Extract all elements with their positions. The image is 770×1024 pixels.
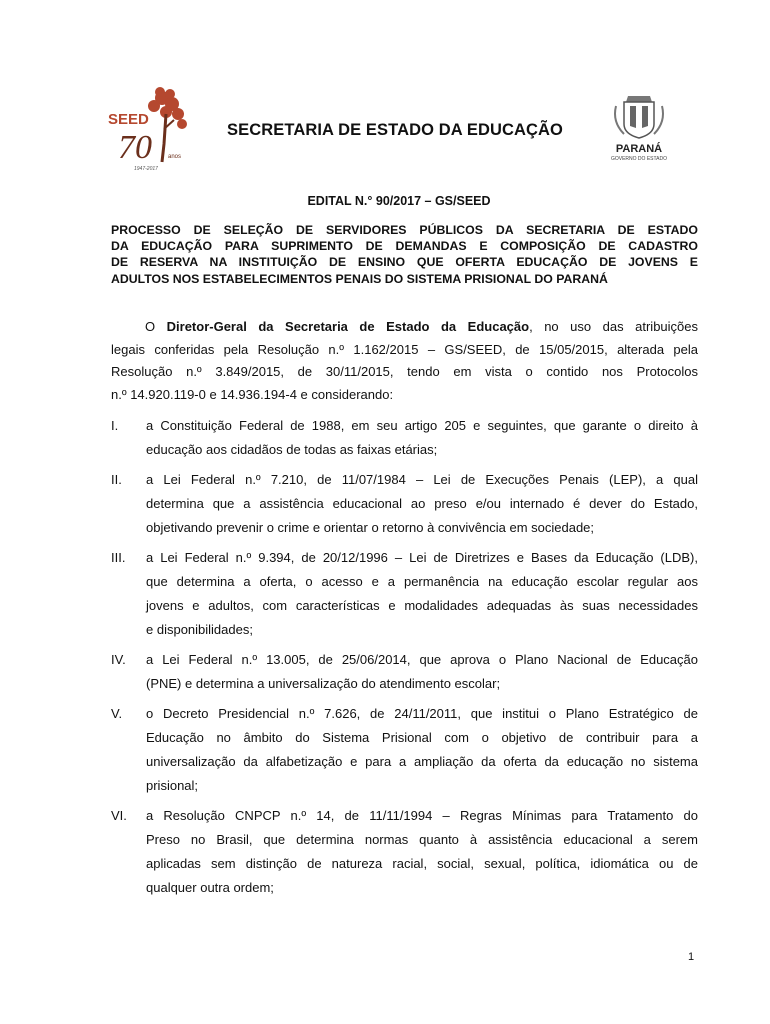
list-item	[111, 414, 698, 462]
intro-line: n.º 14.920.119-0 e 14.936.194-4 e considerando:	[111, 386, 394, 402]
list-item-line: o Decreto Presidencial n.º 7.626, de 24/11/2011, que institui o Plano Estratégico de	[146, 706, 698, 721]
intro-paragraph	[111, 316, 698, 406]
list-item-line: determina que a assistência educacional ao preso e/ou internado é dever do Estado,	[146, 496, 698, 511]
svg-text:GOVERNO DO ESTADO: GOVERNO DO ESTADO	[610, 156, 668, 162]
list-item-line: que determina a oferta, o acesso e a permanência na educação escolar regular aos	[146, 574, 698, 589]
svg-text:SEED: SEED	[108, 111, 149, 128]
intro-prefix: O	[145, 319, 167, 334]
process-title-line: PROCESSO DE SELEÇÃO DE SERVIDORES PÚBLICOS DA SECRETARIA DE ESTADO	[111, 223, 698, 237]
list-item-line: (PNE) e determina a universalização do atendimento escolar;	[146, 676, 501, 691]
list-item-line: a Constituição Federal de 1988, em seu artigo 205 e seguintes, que garante o direito à	[146, 418, 698, 433]
list-item	[111, 546, 698, 642]
list-item	[111, 468, 698, 540]
list-item-line: Educação no âmbito do Sistema Prisional com o objetivo de contribuir para a	[146, 730, 698, 745]
svg-text:PARANÁ: PARANÁ	[615, 143, 663, 155]
intro-line-rest: , no uso das atribuições	[529, 319, 698, 334]
process-title-line: DA EDUCAÇÃO PARA SUPRIMENTO DE DEMANDAS E COMPOSIÇÃO DE CADASTRO	[111, 239, 698, 254]
list-item-line: prisional;	[146, 778, 199, 793]
list-item-line: jovens e adultos, com características e modalidades adequadas às suas necessidades	[146, 598, 698, 613]
list-item-line: Preso no Brasil, que determina normas quanto à assistência educacional a serem	[146, 832, 698, 847]
list-item-line: a Resolução CNPCP n.º 14, de 11/11/1994 – Regras Mínimas para Tratamento do	[146, 808, 698, 823]
page-number: 1	[688, 951, 695, 963]
edital-number: EDITAL N.° 90/2017 – GS/SEED	[307, 194, 491, 208]
list-item-line: a Lei Federal n.º 13.005, de 25/06/2014, que aprova o Plano Nacional de Educação	[146, 652, 698, 667]
page-header-title: SECRETARIA DE ESTADO DA EDUCAÇÃO	[227, 121, 563, 139]
intro-line	[111, 316, 698, 339]
list-item-line: e disponibilidades;	[146, 622, 253, 637]
list-item	[111, 702, 698, 798]
list-item-number: III.	[111, 550, 126, 565]
list-item-number: V.	[111, 706, 123, 721]
process-title	[111, 222, 698, 287]
process-title-line: DE RESERVA NA INSTITUIÇÃO DE ENSINO QUE OFERTA EDUCAÇÃO DE JOVENS E	[111, 255, 698, 270]
svg-text:anos: anos	[168, 154, 182, 160]
list-item-line: a Lei Federal n.º 7.210, de 11/07/1984 – Lei de Execuções Penais (LEP), a qual	[146, 472, 698, 487]
list-item-line: objetivando prevenir o crime e orientar o retorno à convivência em sociedade;	[146, 520, 595, 535]
list-item-number: VI.	[111, 808, 127, 823]
list-item-line: aplicadas sem distinção de natureza racial, social, sexual, política, idiomática ou de	[146, 856, 698, 871]
list-item-number: IV.	[111, 652, 126, 667]
intro-authority: Diretor-Geral da Secretaria de Estado da Educação	[166, 319, 530, 334]
intro-line: legais conferidas pela Resolução n.º 1.162/2015 – GS/SEED, de 15/05/2015, alterada pela	[111, 341, 698, 357]
list-item-line: universalização da alfabetização e para a ampliação da oferta da educação no sistema	[146, 754, 698, 769]
parana-coat-of-arms-logo	[608, 92, 670, 164]
list-item-number: I.	[111, 418, 119, 433]
considerations-list	[111, 414, 698, 906]
process-title-line: ADULTOS NOS ESTABELECIMENTOS PENAIS DO SISTEMA PRISIONAL DO PARANÁ	[111, 271, 608, 286]
svg-text:1947-2017: 1947-2017	[134, 166, 158, 172]
svg-text:70: 70	[118, 129, 152, 166]
list-item-line: a Lei Federal n.º 9.394, de 20/12/1996 – Lei de Diretrizes e Bases da Educação (LDB),	[146, 550, 698, 565]
list-item-line: qualquer outra ordem;	[146, 880, 274, 895]
intro-line: Resolução n.º 3.849/2015, de 30/11/2015, tendo em vista o contido nos Protocolos	[111, 364, 698, 380]
list-item-number: II.	[111, 472, 122, 487]
list-item-line: educação aos cidadãos de todas as faixas etárias;	[146, 442, 438, 457]
list-item	[111, 804, 698, 900]
list-item	[111, 648, 698, 696]
